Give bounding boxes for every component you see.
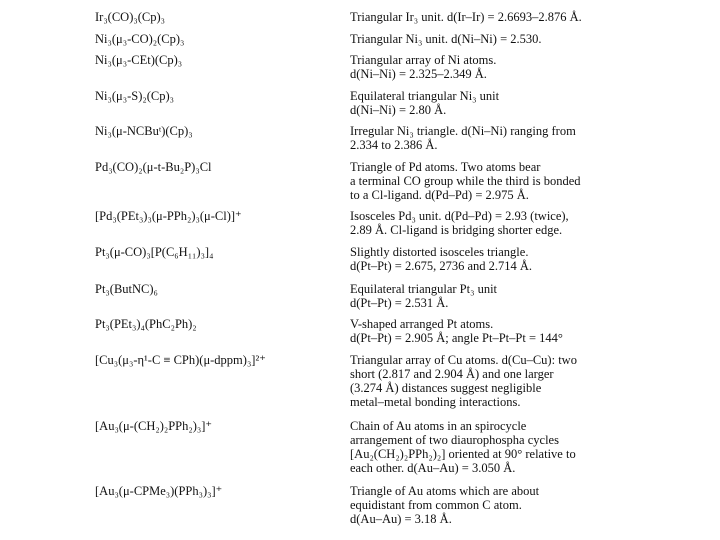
- description-line: Triangle of Au atoms which are about: [350, 484, 540, 498]
- description-line: arrangement of two diaurophospha cycles: [350, 433, 559, 447]
- description-line: 2.334 to 2.386 Å.: [350, 138, 438, 152]
- description-line: Isosceles Pd₃ unit. d(Pd–Pd) = 2.93 (twice),: [350, 209, 569, 223]
- description-line: d(Pt–Pt) = 2.531 Å.: [350, 296, 449, 310]
- description-line: V-shaped arranged Pt atoms.: [350, 317, 494, 331]
- structure-description: [350, 10, 690, 24]
- description-line: d(Pt–Pt) = 2.905 Å; angle Pt–Pt–Pt = 144°: [350, 331, 563, 345]
- description-line: [Au₂(CH₂)₂PPh₂)₂] oriented at 90° relative to: [350, 447, 576, 461]
- compound-formula: [Pd₃(PEt₃)₃(μ-PPh₂)₃(μ-Cl)]⁺: [95, 209, 242, 223]
- description-line: Triangular Ni₃ unit. d(Ni–Ni) = 2.530.: [350, 32, 542, 46]
- description-line: Irregular Ni₃ triangle. d(Ni–Ni) ranging from: [350, 124, 576, 138]
- description-line: short (2.817 and 2.904 Å) and one larger: [350, 367, 554, 381]
- compound-formula: [Au₃(μ-CPMe₃)(PPh₃)₃]⁺: [95, 484, 223, 498]
- structure-description: [350, 124, 690, 152]
- compound-formula: Pd₃(CO)₂(μ-t-Bu₂P)₃Cl: [95, 160, 212, 174]
- compound-formula: Ni₃(μ₃-CEt)(Cp)₃: [95, 53, 183, 67]
- structure-description: [350, 32, 690, 46]
- description-line: d(Au–Au) = 3.18 Å.: [350, 512, 452, 526]
- structure-description: [350, 419, 690, 475]
- description-line: Triangular array of Cu atoms. d(Cu–Cu): two: [350, 353, 577, 367]
- compound-formula: Ir₃(CO)₃(Cp)₃: [95, 10, 166, 24]
- description-line: (3.274 Å) distances suggest negligible: [350, 381, 542, 395]
- structure-description: [350, 53, 690, 81]
- compound-formula: Ni₃(μ₃-S)₂(Cp)₃: [95, 89, 174, 103]
- description-line: d(Ni–Ni) = 2.80 Å.: [350, 103, 447, 117]
- description-line: Chain of Au atoms in an spirocycle: [350, 419, 527, 433]
- description-line: a terminal CO group while the third is bonded: [350, 174, 581, 188]
- structure-description: [350, 209, 690, 237]
- description-line: Triangle of Pd atoms. Two atoms bear: [350, 160, 541, 174]
- compound-formula: Pt₃(ButNC)₆: [95, 282, 158, 296]
- structure-description: [350, 89, 690, 117]
- compound-formula: Ni₃(μ₃-CO)₂(Cp)₃: [95, 32, 185, 46]
- description-line: to a Cl-ligand. d(Pd–Pd) = 2.975 Å.: [350, 188, 529, 202]
- structure-description: [350, 245, 690, 273]
- description-line: 2.89 Å. Cl-ligand is bridging shorter edge.: [350, 223, 563, 237]
- compound-formula: [Au₃(μ-(CH₂)₂PPh₂)₃]⁺: [95, 419, 213, 433]
- description-line: each other. d(Au–Au) = 3.050 Å.: [350, 461, 516, 475]
- structure-description: [350, 484, 690, 526]
- description-line: d(Ni–Ni) = 2.325–2.349 Å.: [350, 67, 487, 81]
- compound-formula: [Cu₃(μ₃-η¹-C ≡ CPh)(μ-dppm)₃]²⁺: [95, 353, 266, 367]
- structure-description: [350, 353, 690, 409]
- description-line: Triangular Ir₃ unit. d(Ir–Ir) = 2.6693–2.876 Å.: [350, 10, 582, 24]
- description-line: Triangular array of Ni atoms.: [350, 53, 497, 67]
- description-line: d(Pt–Pt) = 2.675, 2736 and 2.714 Å.: [350, 259, 533, 273]
- compound-formula: Ni₃(μ-NCBuᵗ)(Cp)₃: [95, 124, 193, 138]
- compound-formula: Pt₃(μ-CO)₃[P(C₆H₁₁)₃]₄: [95, 245, 214, 259]
- description-line: metal–metal bonding interactions.: [350, 395, 521, 409]
- structure-description: [350, 317, 690, 345]
- description-line: Slightly distorted isosceles triangle.: [350, 245, 529, 259]
- description-line: Equilateral triangular Ni₃ unit: [350, 89, 500, 103]
- description-line: equidistant from common C atom.: [350, 498, 522, 512]
- compound-formula: Pt₃(PEt₃)₄(PhC₂Ph)₂: [95, 317, 197, 331]
- structure-description: [350, 282, 690, 310]
- description-line: Equilateral triangular Pt₃ unit: [350, 282, 498, 296]
- structure-description: [350, 160, 690, 202]
